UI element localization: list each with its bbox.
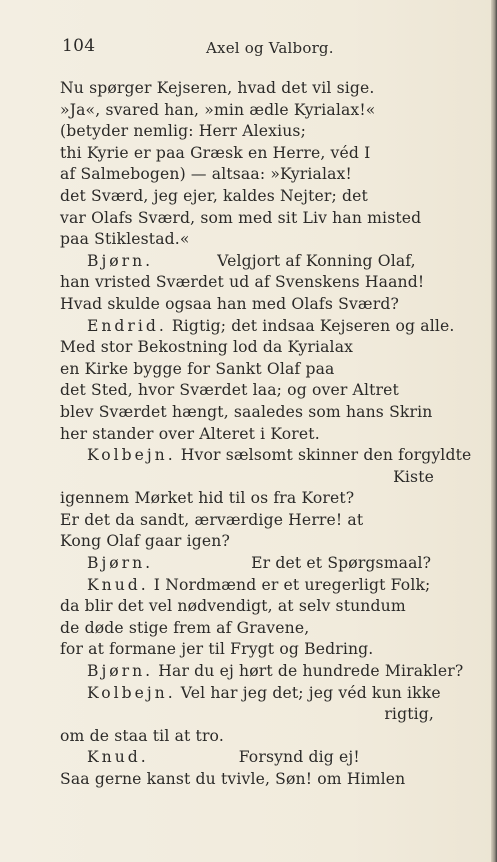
text-line: det Sværd, jeg ejer, kaldes Nejter; det: [60, 186, 368, 205]
speech-text: Har du ej hørt de hundrede Mirakler?: [158, 662, 464, 681]
text-line: »Ja«, svared han, »min ædle Kyrialax!«: [60, 100, 376, 119]
speech-line: [60, 445, 470, 467]
speech-text: Hvor sælsomt skinner den forgyldte: [180, 446, 472, 465]
speech-line: [60, 553, 470, 575]
text-line: Hvad skulde ogsaa han med Olafs Sværd?: [60, 294, 399, 313]
text-line: thi Kyrie er paa Græsk en Herre, véd I: [60, 143, 371, 162]
speech-text: Vel har jeg det; jeg véd kun ikke: [180, 683, 441, 702]
speech-line: [60, 683, 470, 705]
text-line: af Salmebogen) — altsaa: »Kyrialax!: [60, 165, 352, 184]
page-edge-shadow: [491, 0, 497, 862]
text-line: Kong Olaf gaar igen?: [60, 532, 230, 551]
speech-text: Er det et Spørgsmaal?: [251, 554, 432, 573]
text-line: en Kirke bygge for Sankt Olaf paa: [60, 359, 335, 378]
text-line: det Sted, hvor Sværdet laa; og over Altret: [60, 381, 399, 400]
text-line: Er det da sandt, ærværdige Herre! at: [60, 510, 364, 529]
speech-text: I Nordmænd er et uregerligt Folk;: [153, 575, 431, 594]
text-line: om de staa til at tro.: [60, 726, 224, 745]
body-text: [60, 78, 470, 791]
text-line: her stander over Alteret i Koret.: [60, 424, 320, 443]
text-line: var Olafs Sværd, som med sit Liv han misted: [60, 208, 422, 227]
speech-line: [60, 316, 470, 338]
text-line: Nu spørger Kejseren, hvad det vil sige.: [60, 79, 375, 97]
text-line: han vristed Sværdet ud af Svenskens Haand!: [60, 273, 425, 292]
speech-text: Velgjort af Konning Olaf,: [217, 251, 416, 270]
text-line: da blir det vel nødvendigt, at selv stundum: [60, 597, 406, 616]
speech-text: Forsynd dig ej!: [238, 748, 360, 767]
speaker-name: Kolbejn.: [87, 683, 176, 702]
page-header: [62, 36, 442, 60]
speech-line: [60, 747, 470, 769]
speaker-name: Knud.: [87, 575, 149, 594]
text-line: Med stor Bekostning lod da Kyrialax: [60, 338, 354, 357]
text-line: de døde stige frem af Gravene,: [60, 618, 310, 637]
text-line: blev Sværdet hængt, saaledes som hans Skrin: [60, 402, 433, 421]
speech-text: Rigtig; det indsaa Kejseren og alle.: [171, 316, 455, 335]
text-line: (betyder nemlig: Herr Alexius;: [60, 122, 306, 141]
text-line: igennem Mørket hid til os fra Koret?: [60, 489, 355, 508]
speech-continuation: rigtig,: [384, 705, 434, 724]
text-line: Saa gerne kanst du tvivle, Søn! om Himlen: [60, 770, 406, 788]
speaker-name: Bjørn.: [87, 251, 154, 270]
text-line: for at formane jer til Frygt og Bedring.: [60, 640, 374, 659]
running-head: Axel og Valborg.: [206, 39, 334, 57]
text-line: paa Stiklestad.«: [60, 230, 190, 249]
speaker-name: Knud.: [87, 748, 149, 767]
speech-continuation: Kiste: [393, 467, 434, 486]
page-number: 104: [62, 36, 96, 56]
speech-line: [60, 575, 470, 597]
speaker-name: Kolbejn.: [87, 446, 176, 465]
speaker-name: Bjørn.: [87, 554, 154, 573]
speaker-name: Bjørn.: [87, 662, 154, 681]
speech-line: [60, 251, 470, 273]
speech-line: [60, 661, 470, 683]
speaker-name: Endrid.: [87, 316, 167, 335]
